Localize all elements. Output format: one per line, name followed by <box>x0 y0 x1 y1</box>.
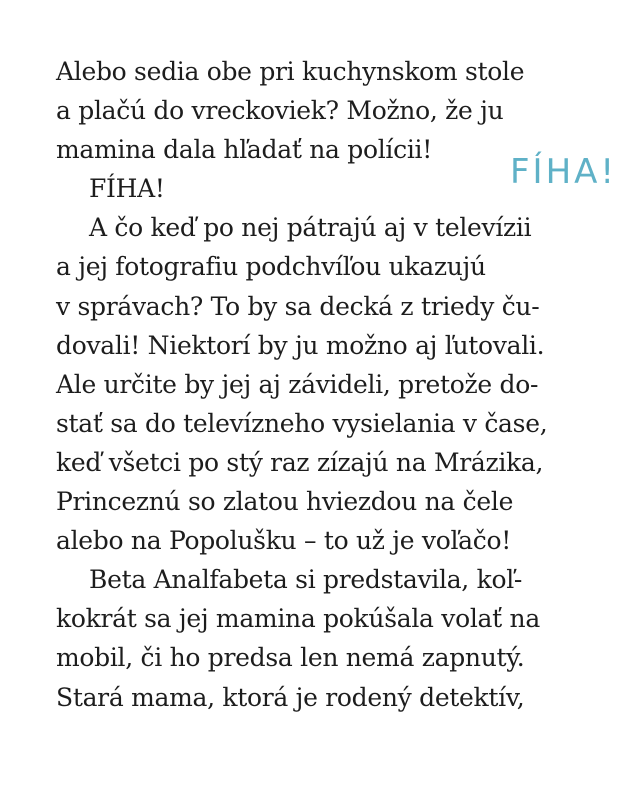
text-line: Alebo sedia obe pri kuchynskom stole <box>56 57 525 86</box>
margin-note: FÍHA! <box>510 152 618 192</box>
text-line: keď všetci po stý raz zízajú na Mrázika, <box>56 447 544 477</box>
text-line: a plačú do vreckoviek? Možno, že ju <box>56 96 504 126</box>
text-line: kokrát sa jej mamina pokúšala volať na <box>56 604 540 634</box>
text-line: Princeznú so zlatou hviezdou na čele <box>56 487 514 517</box>
text-line: v správach? To by sa decká z triedy ču- <box>56 291 540 321</box>
text-line: a jej fotografiu podchvíľou ukazujú <box>56 252 486 282</box>
text-line: Ale určite by jej aj závideli, pretože do- <box>56 369 539 399</box>
text-line: stať sa do televízneho vysielania v čase, <box>56 408 548 438</box>
text-line: FÍHA! <box>89 174 165 204</box>
text-line: A čo keď po nej pátrajú aj v televízii <box>89 213 532 243</box>
text-line: mamina dala hľadať na polícii! <box>56 135 432 165</box>
text-line: Stará mama, ktorá je rodený detektív, <box>56 682 525 712</box>
text-line: dovali! Niektorí by ju možno aj ľutovali. <box>56 330 545 360</box>
text-line: Beta Analfabeta si predstavila, koľ- <box>89 565 523 595</box>
text-line: mobil, či ho predsa len nemá zapnutý. <box>56 643 525 673</box>
text-line: alebo na Popolušku – to už je voľačo! <box>56 526 511 556</box>
